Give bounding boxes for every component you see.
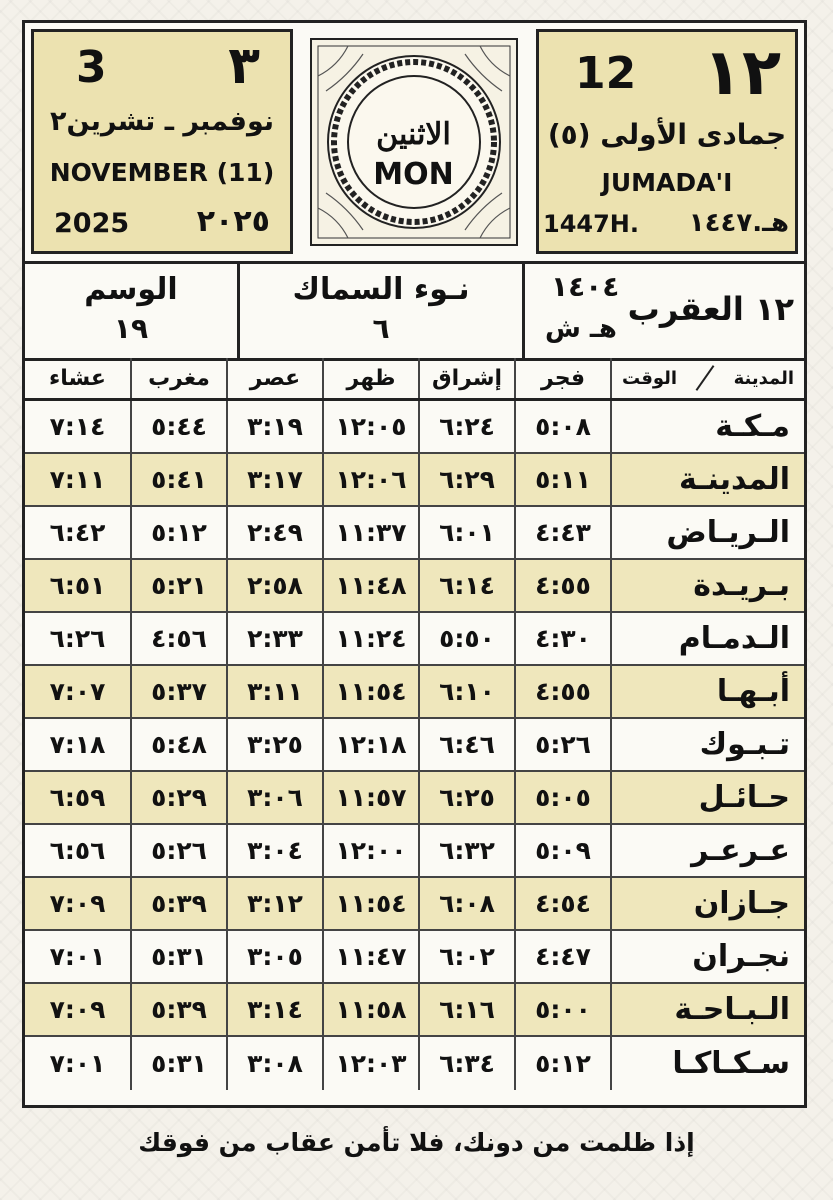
city-name: بـريـدة: [610, 560, 804, 611]
maghrib-time: ٥:٢١: [130, 560, 226, 611]
hijri-date-box: [536, 29, 798, 254]
day-arabic: ٣: [228, 36, 260, 96]
fajr-time: ٤:٤٧: [514, 931, 610, 982]
table-row: [25, 560, 804, 613]
maghrib-time: ٥:٣٩: [130, 878, 226, 929]
naw-cell: [237, 264, 522, 358]
ishraq-time: ٦:٤٦: [418, 719, 514, 770]
dhuhr-time: ١٢:٠٣: [322, 1037, 418, 1090]
table-row: [25, 719, 804, 772]
isha-time: ٧:٠٩: [49, 995, 106, 1024]
wasm-cell: [25, 264, 237, 358]
maghrib-time: ٥:٣٩: [130, 984, 226, 1035]
city-name: أبـهـا: [610, 666, 804, 717]
header-time: الوقت: [622, 367, 678, 389]
footer-quote: إذا ظلمت من دونك، فلا تأمن عقاب من فوقك: [138, 1128, 695, 1157]
table-row: [25, 666, 804, 719]
header-divider: [696, 365, 715, 391]
isha-time: ٦:٥٦: [49, 836, 106, 865]
isha-time: ٦:٥١: [49, 571, 106, 600]
maghrib-time: ٥:٢٦: [130, 825, 226, 876]
table-row: [25, 931, 804, 984]
dhuhr-time: ١١:٤٨: [322, 560, 418, 611]
fajr-time: ٥:١٢: [514, 1037, 610, 1090]
isha-time: ٧:٠٩: [49, 889, 106, 918]
naw-label: نـوء السماك: [292, 272, 470, 307]
maghrib-time: ٥:٣٧: [130, 666, 226, 717]
table-row: [25, 772, 804, 825]
fajr-time: ٥:٢٦: [514, 719, 610, 770]
prayer-times-table: [25, 358, 804, 1105]
maghrib-time: ٥:١٢: [130, 507, 226, 558]
dhuhr-time: ١١:٥٤: [322, 666, 418, 717]
month-arabic: نوفمبر ـ تشرين٢: [49, 106, 275, 137]
city-name: الـبـاحـة: [610, 984, 804, 1035]
maghrib-time: ٥:٤١: [130, 454, 226, 505]
header-city: المدينة: [733, 367, 794, 389]
table-header: [25, 358, 804, 401]
ishraq-time: ٥:٥٠: [418, 613, 514, 664]
solar-suffix: هـ ش: [545, 314, 617, 344]
dhuhr-time: ١١:٥٨: [322, 984, 418, 1035]
isha-time: ٧:١١: [49, 465, 106, 494]
city-name: تـبـوك: [610, 719, 804, 770]
hijri-year-english: 1447H.: [543, 210, 639, 238]
fajr-time: ٥:١١: [514, 454, 610, 505]
asr-time: ٣:١٢: [226, 878, 322, 929]
asr-time: ٣:٠٤: [226, 825, 322, 876]
ishraq-time: ٦:٠١: [418, 507, 514, 558]
asr-time: ٣:١١: [226, 666, 322, 717]
header-isha: عشاء: [49, 365, 106, 391]
year-arabic: ٢٠٢٥: [196, 204, 270, 239]
dhuhr-time: ١٢:٠٦: [322, 454, 418, 505]
asr-time: ٣:١٤: [226, 984, 322, 1035]
asr-time: ٣:٢٥: [226, 719, 322, 770]
scorpio-cell: [522, 264, 804, 358]
asr-time: ٢:٥٨: [226, 560, 322, 611]
dhuhr-time: ١١:٥٤: [322, 878, 418, 929]
asr-time: ٣:٠٨: [226, 1037, 322, 1090]
city-name: عـرعـر: [610, 825, 804, 876]
city-name: جـازان: [610, 878, 804, 929]
city-name: الـدمـام: [610, 613, 804, 664]
ishraq-time: ٦:٠٨: [418, 878, 514, 929]
header-maghrib: مغرب: [130, 358, 226, 398]
table-row: [25, 1037, 804, 1090]
city-name: مـكـة: [610, 401, 804, 452]
solar-year: ١٤٠٤: [551, 270, 620, 303]
table-row: [25, 401, 804, 454]
asr-time: ٢:٤٩: [226, 507, 322, 558]
weekday-english: MON: [373, 157, 454, 192]
isha-time: ٧:١٤: [49, 412, 106, 441]
dhuhr-time: ١١:٥٧: [322, 772, 418, 823]
table-body: [25, 401, 804, 1090]
asr-time: ٣:٠٦: [226, 772, 322, 823]
asr-time: ٣:١٩: [226, 401, 322, 452]
header-dhuhr: ظهر: [322, 358, 418, 398]
ishraq-time: ٦:١٤: [418, 560, 514, 611]
city-name: نجـران: [610, 931, 804, 982]
fajr-time: ٤:٥٥: [514, 666, 610, 717]
isha-time: ٦:٥٩: [49, 783, 106, 812]
gregorian-date-box: [31, 29, 293, 254]
fajr-time: ٤:٣٠: [514, 613, 610, 664]
year-western: 2025: [54, 208, 130, 239]
asr-time: ٣:١٧: [226, 454, 322, 505]
maghrib-time: ٥:٤٤: [130, 401, 226, 452]
dhuhr-time: ١١:٢٤: [322, 613, 418, 664]
ishraq-time: ٦:٠٢: [418, 931, 514, 982]
dhuhr-time: ١٢:٠٥: [322, 401, 418, 452]
month-english: NOVEMBER (11): [49, 158, 275, 187]
isha-time: ٦:٤٢: [49, 518, 106, 547]
wasm-value: ١٩: [113, 312, 149, 345]
table-row: [25, 507, 804, 560]
hijri-day-arabic: ١٢: [702, 36, 781, 110]
ishraq-time: ٦:١٠: [418, 666, 514, 717]
ishraq-time: ٦:٢٤: [418, 401, 514, 452]
city-name: الـريـاض: [610, 507, 804, 558]
maghrib-time: ٥:٢٩: [130, 772, 226, 823]
table-row: [25, 825, 804, 878]
header-fajr: فجر: [514, 358, 610, 398]
maghrib-time: ٥:٤٨: [130, 719, 226, 770]
fajr-time: ٥:٠٥: [514, 772, 610, 823]
fajr-time: ٥:٠٠: [514, 984, 610, 1035]
isha-time: ٧:١٨: [49, 730, 106, 759]
dhuhr-time: ١٢:٠٠: [322, 825, 418, 876]
city-name: حـائـل: [610, 772, 804, 823]
table-row: [25, 984, 804, 1037]
day-western: 3: [76, 42, 107, 93]
weekday-arabic: الاثنين: [376, 117, 451, 152]
maghrib-time: ٥:٣١: [130, 1037, 226, 1090]
scorpio-label: ١٢ العقرب: [627, 290, 794, 328]
asr-time: ٢:٣٣: [226, 613, 322, 664]
wasm-label: الوسم: [84, 272, 178, 307]
city-name: سـكـاكـا: [610, 1037, 804, 1090]
hijri-month-arabic: جمادى الأولى (٥): [547, 118, 787, 151]
table-row: [25, 613, 804, 666]
hijri-month-english: JUMADA'I: [601, 168, 733, 197]
maghrib-time: ٥:٣١: [130, 931, 226, 982]
calendar-frame: [22, 20, 807, 1108]
table-row: [25, 454, 804, 507]
header-asr: عصر: [226, 358, 322, 398]
table-row: [25, 878, 804, 931]
hijri-year-arabic: هـ.١٤٤٧: [688, 208, 789, 238]
asr-time: ٣:٠٥: [226, 931, 322, 982]
header-ishraq: إشراق: [418, 358, 514, 398]
naw-value: ٦: [372, 312, 390, 345]
fajr-time: ٥:٠٩: [514, 825, 610, 876]
fajr-time: ٥:٠٨: [514, 401, 610, 452]
dhuhr-time: ١١:٤٧: [322, 931, 418, 982]
isha-time: ٦:٢٦: [49, 624, 106, 653]
isha-time: ٧:٠٧: [49, 677, 106, 706]
dhuhr-time: ١٢:١٨: [322, 719, 418, 770]
dhuhr-time: ١١:٣٧: [322, 507, 418, 558]
fajr-time: ٤:٥٤: [514, 878, 610, 929]
isha-time: ٧:٠١: [49, 942, 106, 971]
ishraq-time: ٦:٣٢: [418, 825, 514, 876]
isha-time: ٧:٠١: [49, 1049, 106, 1078]
ishraq-time: ٦:٢٥: [418, 772, 514, 823]
maghrib-time: ٤:٥٦: [130, 613, 226, 664]
ishraq-time: ٦:٣٤: [418, 1037, 514, 1090]
city-name: المدينـة: [610, 454, 804, 505]
weekday-seal: [306, 29, 521, 254]
season-info-row: [25, 261, 804, 361]
ishraq-time: ٦:١٦: [418, 984, 514, 1035]
fajr-time: ٤:٥٥: [514, 560, 610, 611]
header-city-time: [610, 358, 804, 398]
fajr-time: ٤:٤٣: [514, 507, 610, 558]
ishraq-time: ٦:٢٩: [418, 454, 514, 505]
hijri-day-western: 12: [575, 48, 637, 99]
